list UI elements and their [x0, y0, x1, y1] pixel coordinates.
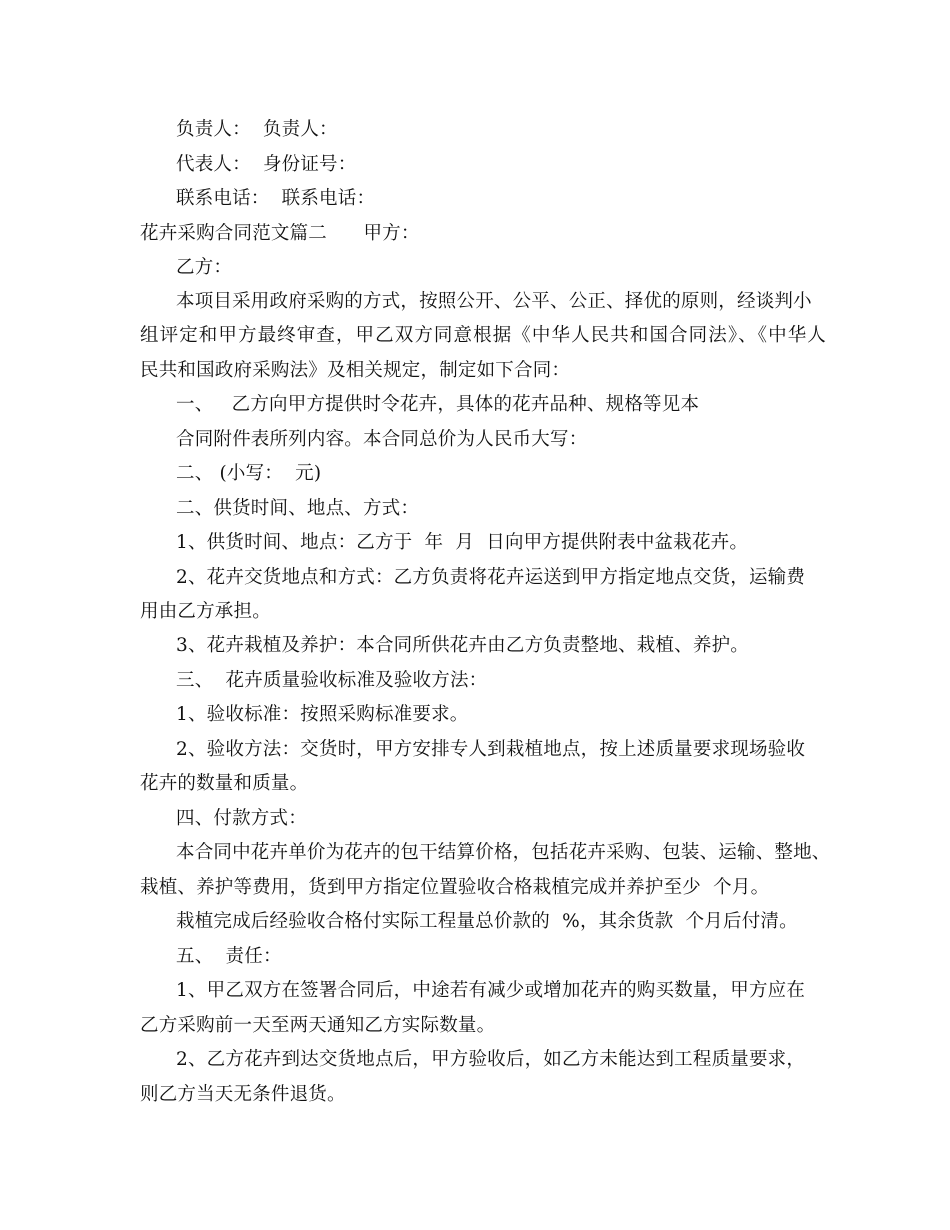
clause-line: 1、验收标准：按照采购标准要求。: [176, 704, 469, 725]
paragraph-line: 栽植、养护等费用，货到甲方指定位置验收合格栽植完成并养护至少 个月。: [140, 877, 770, 898]
clause-line: 一、 乙方向甲方提供时令花卉，具体的花卉品种、规格等见本: [176, 394, 700, 415]
paragraph-line: 本项目采用政府采购的方式，按照公开、公平、公正、择优的原则，经谈判小: [176, 291, 812, 312]
section-heading-party-a: 花卉采购合同范文篇二 甲方：: [140, 223, 420, 244]
section-heading: 五、 责任：: [176, 946, 282, 967]
paragraph-line: 民共和国政府采购法》及相关规定，制定如下合同：: [140, 360, 571, 381]
paragraph-line: 栽植完成后经验收合格付实际工程量总价款的 %，其余货款 个月后付清。: [176, 911, 798, 932]
clause-line: 二、 (小写： 元): [176, 463, 322, 484]
signatory-line: 负责人： 负责人：: [176, 119, 338, 140]
paragraph-line: 组评定和甲方最终审查，甲乙双方同意根据《中华人民共和国合同法》、《中华人: [140, 325, 826, 346]
section-heading: 二、供货时间、地点、方式：: [176, 498, 420, 519]
section-heading: 三、 花卉质量验收标准及验收方法：: [176, 670, 488, 691]
party-b-line: 乙方：: [176, 257, 233, 278]
clause-line: 3、花卉栽植及养护：本合同所供花卉由乙方负责整地、栽植、养护。: [176, 635, 749, 656]
clause-line: 1、甲乙双方在签署合同后，中途若有减少或增加花卉的购买数量，甲方应在: [176, 980, 806, 1001]
clause-line: 花卉的数量和质量。: [140, 773, 309, 794]
clause-line: 用由乙方承担。: [140, 601, 271, 622]
clause-line: 2、花卉交货地点和方式：乙方负责将花卉运送到甲方指定地点交货，运输费: [176, 567, 806, 588]
clause-line: 2、验收方法：交货时，甲方安排专人到栽植地点，按上述质量要求现场验收: [176, 739, 806, 760]
paragraph-line: 本合同中花卉单价为花卉的包干结算价格，包括花卉采购、包装、运输、整地、: [176, 842, 831, 863]
clause-line: 乙方采购前一天至两天通知乙方实际数量。: [140, 1015, 496, 1036]
clause-line: 2、乙方花卉到达交货地点后，甲方验收后，如乙方未能达到工程质量要求，: [176, 1049, 806, 1070]
contact-phone-line: 联系电话： 联系电话：: [176, 188, 376, 209]
clause-line: 1、供货时间、地点：乙方于 年 月 日向甲方提供附表中盆栽花卉。: [176, 532, 749, 553]
section-heading: 四、付款方式：: [176, 808, 307, 829]
representative-line: 代表人： 身份证号：: [176, 154, 357, 175]
clause-line: 则乙方当天无条件退货。: [140, 1084, 346, 1105]
clause-line: 合同附件表所列内容。本合同总价为人民币大写：: [176, 429, 588, 450]
